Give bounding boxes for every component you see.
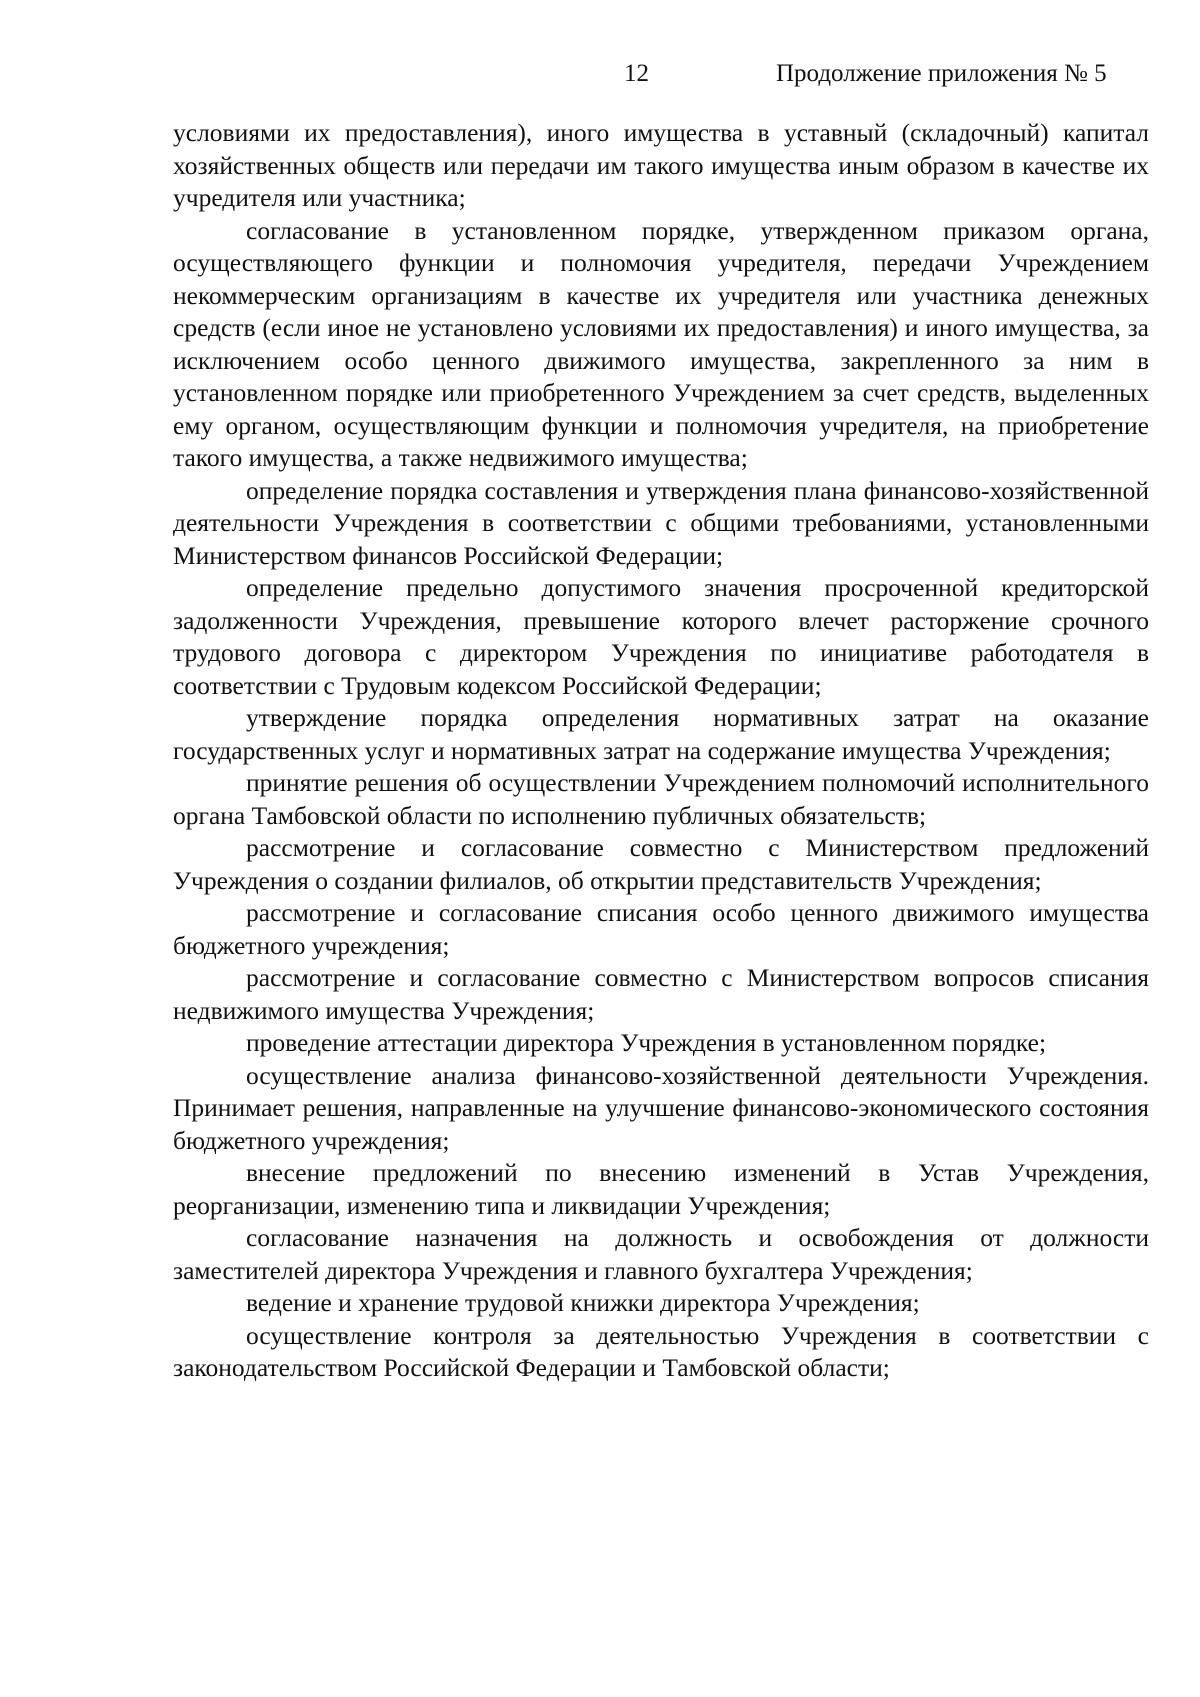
paragraph-normative-costs: утверждение порядка определения нормативных затрат на оказание государственных услуг и нормативных затрат на содержание имущества Учреждения; [173,703,1149,765]
paragraph-write-off-movable-property: рассмотрение и согласование списания особо ценного движимого имущества бюджетного учреждения; [173,898,1149,960]
paragraph-director-work-book: ведение и хранение трудовой книжки директора Учреждения; [246,1288,920,1317]
paragraph-continuation: условиями их предоставления), иного имущества в уставный (складочный) капитал хозяйственных обществ или передачи им такого имущества иным образом в качестве их учредителя или участника; [173,118,1149,212]
page-number: 12 [624,60,649,87]
paragraph-deputy-appointments: согласование назначения на должность и освобождения от должности заместителей директора Учреждения и главного бухгалтера Учреждения; [173,1223,1149,1285]
paragraph-director-attestation: проведение аттестации директора Учреждения в установленном порядке; [246,1028,1047,1057]
paragraph-overdue-payables-limit: определение предельно допустимого значения просроченной кредиторской задолженности Учреждения, превышение которого влечет расторжение срочного трудового договора с директором Учреждения по инициативе работодателя в соответствии с Трудовым кодексом Российской Федерации; [173,573,1149,700]
paragraph-financial-plan-procedure: определение порядка составления и утверждения плана финансово-хозяйственной деятельности Учреждения в соответствии с общими требованиями, установленными Министерством финансов Российской Федерации; [173,475,1149,570]
paragraph-activity-control: осуществление контроля за деятельностью Учреждения в соответствии с законодательством Российской Федерации и Тамбовской области; [173,1320,1149,1382]
document-body [173,117,1149,1385]
appendix-continuation-header: Продолжение приложения № 5 [776,60,1107,87]
paragraph-financial-analysis: осуществление анализа финансово-хозяйственной деятельности Учреждения. Принимает решения, направленные на улучшение финансово-экономического состояния бюджетного учреждения; [173,1060,1149,1155]
paragraph-branches-and-representations: рассмотрение и согласование совместно с Министерством предложений Учреждения о создании филиалов, об открытии представительств Учреждения; [173,833,1149,895]
paragraph-charter-amendments: внесение предложений по внесению изменений в Устав Учреждения, реорганизации, изменению типа и ликвидации Учреждения; [173,1158,1149,1220]
paragraph-approval-transfer-to-nonprofits: согласование в установленном порядке, утвержденном приказом органа, осуществляющего функции и полномочия учредителя, передачи Учреждением некоммерческим организациям в качестве их учредителя или участника денежных средств (если иное не установлено условиями их предоставления) и иного имущества, за исключением особо ценного движимого имущества, закрепленного за ним в установленном порядке или приобретенного Учреждением за счет средств, выделенных ему органом, осуществляющим функции и полномочия учредителя, на приобретение такого имущества, а также недвижимого имущества; [173,215,1149,472]
paragraph-public-obligations: принятие решения об осуществлении Учреждением полномочий исполнительного органа Тамбовской области по исполнению публичных обязательств; [173,768,1149,830]
paragraph-write-off-real-estate: рассмотрение и согласование совместно с Министерством вопросов списания недвижимого имущества Учреждения; [173,963,1149,1025]
